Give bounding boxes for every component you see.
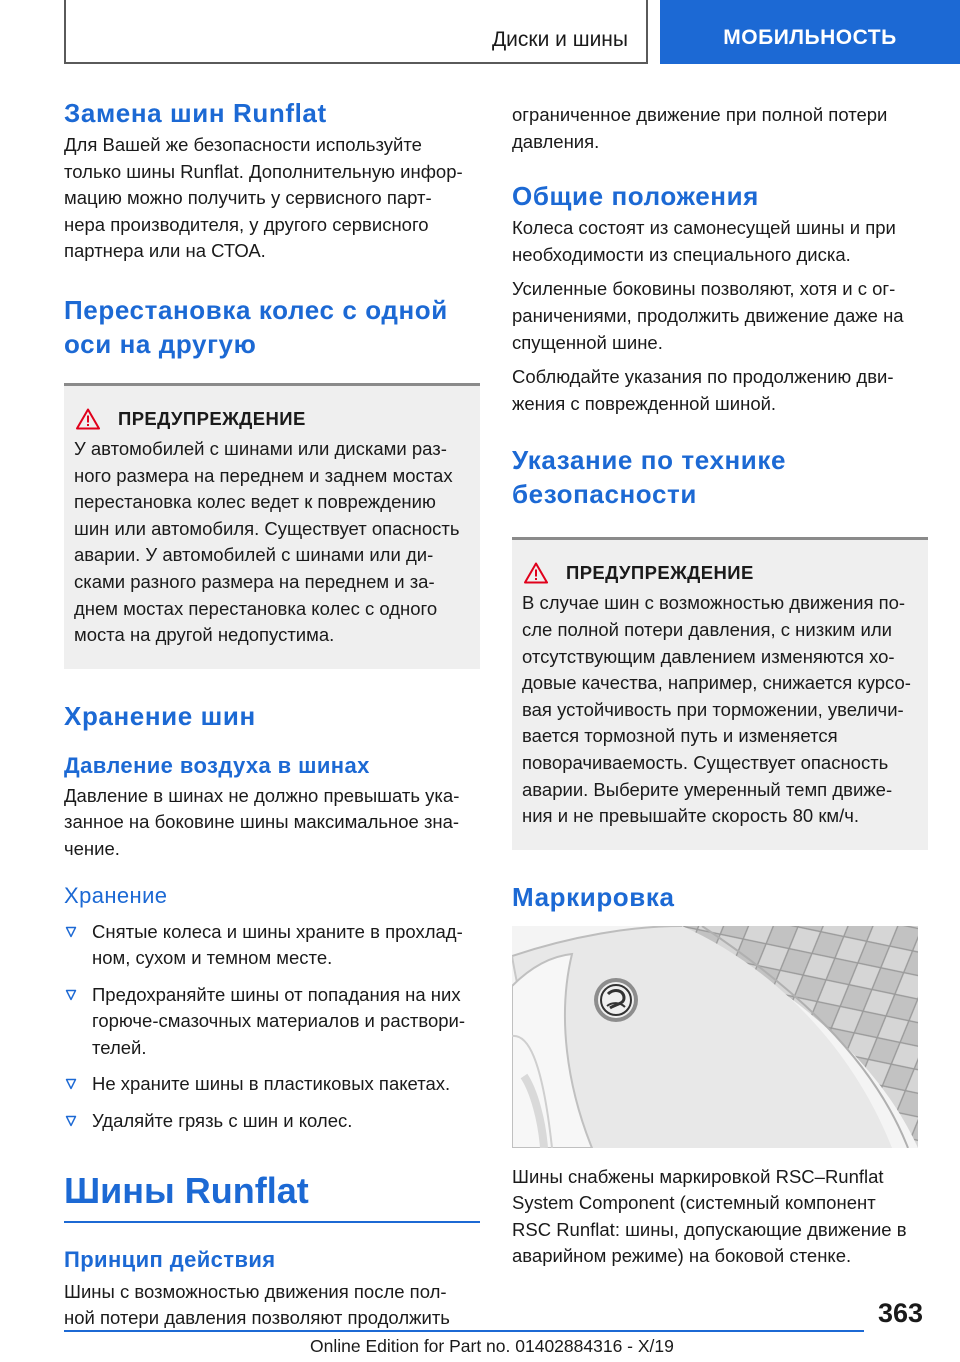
chapter-tab[interactable] [660,0,960,64]
principle-heading: Принцип действия [64,1246,276,1272]
warning-icon [524,562,548,584]
warning-title: ПРЕДУПРЕЖДЕНИЕ [566,562,754,584]
list-item-text: Удаляйте грязь с шин и колес. [92,1110,353,1132]
edition-footer: Online Edition for Part no. 01402884316 - X/19 [310,1336,674,1356]
list-item [64,1071,480,1098]
general-paragraph-3: Соблюдайте указания по продолжению дви‐ жения с поврежденной шиной. [512,366,894,414]
warning-icon [76,408,100,430]
warning-text: У автомобилей с шинами или дисками раз‐ ного размера на переднем и заднем мостах перестановка колес ведет к повреждению шин или автомобиля. Существует опасность аварии. У автомобилей с шинами или ди‐ сками разного размера на переднем и за‐ днем мостах перестановка колес с одного моста на другой недопустима. [74,437,460,646]
continued-text: ограниченное движение при полной потери давления. [512,104,888,152]
general-paragraph-2: Усиленные боковины позволяют, хотя и с ог‐ раничениями, продолжить движение даже на спущенной шине. [512,278,904,353]
marking-caption: Шины снабжены маркировкой RSC–Runflat System Component (системный компонент RSC Runflat: шины, допускающие движение в аварийном режиме) на боковой стенке. [512,1165,907,1267]
tire-storage-heading: Хранение шин [64,700,256,731]
triangle-bullet-icon [65,1078,77,1090]
warning-text: В случае шин с возможностью движения по‐ сле полной потери давления, с низким или отсутствующим давлением изменяются хо‐ довые качества, например, снижается курсо‐ вая устойчивость при торможении, увеличи‐ вается тормозной путь и изменяется поворачиваемость. Существует опасность аварии. Выберите умеренный темп движе‐ ния и не превышайте скорость 80 км/ч. [522,592,911,827]
triangle-bullet-icon [65,926,77,938]
list-item [64,982,480,1062]
runflat-heading: Шины Runflat [64,1169,309,1211]
page-number: 363 [878,1298,924,1328]
runflat-replace-heading: Замена шин Runflat [64,98,327,128]
warning-box-safety [512,537,928,849]
list-item [64,919,480,972]
storage-list [64,919,480,1135]
chapter-label: МОБИЛЬНОСТЬ [723,26,897,49]
safety-heading: Указание по технике безопасности [512,445,787,510]
principle-text: Шины с возможностью движения после пол‐ ной потери давления позволяют продолжить [64,1280,450,1329]
tire-pressure-text: Давление в шинах не должно превышать ука‐ занное на боковине шины максимальное зна‐ чение. [64,784,460,859]
list-item-text: Не храните шины в пластиковых пакетах. [92,1073,451,1095]
footer-divider [64,1330,864,1332]
list-item [64,1108,480,1135]
rsc-logo-icon [594,978,638,1022]
triangle-bullet-icon [65,989,77,1001]
section-title: Диски и шины [491,28,628,51]
list-item-text: Снятые колеса и шины храните в прохлад‐ ном, сухом и темном месте. [92,920,463,969]
triangle-bullet-icon [65,1115,77,1127]
warning-box-swap [64,383,480,669]
header-box [64,0,648,64]
left-column [64,96,480,1332]
tire-pressure-heading: Давление воздуха в шинах [64,752,370,778]
right-column [512,96,928,1270]
runflat-replace-text: Для Вашей же безопасности используйте только шины Runflat. Дополнительную инфор‐ мацию можно получить у сервисного парт‐ нера производителя, у другого сервисного партнера или на СТОА. [64,134,463,262]
marking-heading: Маркировка [512,881,675,912]
storage-subheading: Хранение [64,882,168,908]
section-divider [64,1221,480,1223]
tire-marking-illustration [512,926,918,1148]
wheel-swap-heading: Перестановка колес с одной оси на другую [64,294,448,359]
warning-title: ПРЕДУПРЕЖДЕНИЕ [118,407,306,429]
list-item-text: Предохраняйте шины от попадания на них горюче-смазочных материалов и раствори‐ телей. [92,983,466,1058]
general-paragraph-1: Колеса состоят из самонесущей шины и при необходимости из специального диска. [512,217,896,265]
general-heading: Общие положения [512,181,759,212]
